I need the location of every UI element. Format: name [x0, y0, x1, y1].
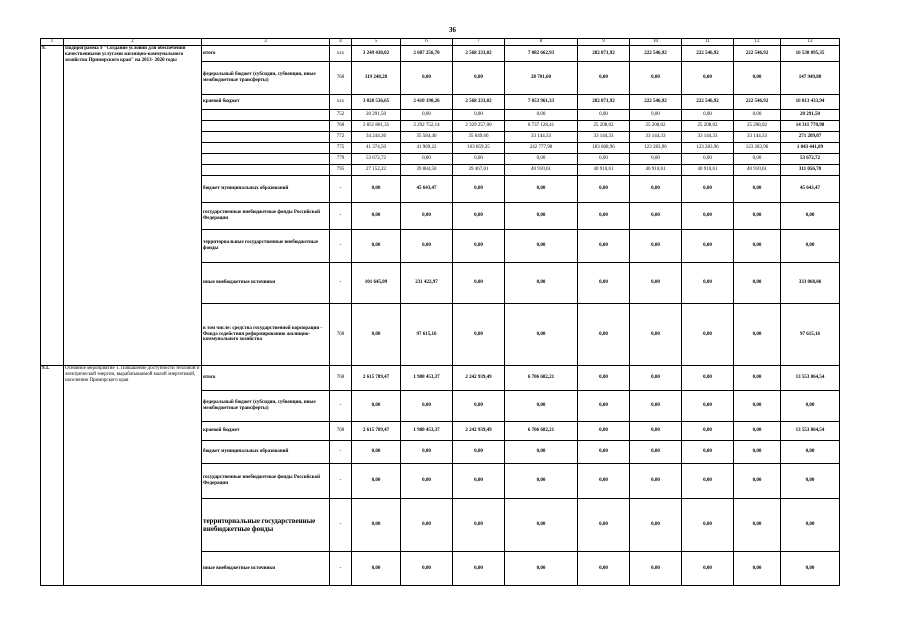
amount-cell: 2 615 789,47 [352, 366, 401, 391]
amount-cell: 0,00 [352, 176, 401, 203]
amount-cell: 0,00 [401, 464, 453, 499]
amount-cell: 163 859,35 [453, 143, 505, 154]
amount-cell: 0,00 [352, 499, 401, 552]
page-number: 36 [449, 26, 456, 34]
amount-cell: 0,00 [630, 154, 682, 165]
amount-cell: 0,00 [682, 441, 734, 464]
amount-cell: 119 248,28 [352, 62, 401, 95]
amount-cell: 35 649,66 [453, 132, 505, 143]
amount-cell: 0,00 [630, 203, 682, 230]
amount-cell: 0,00 [682, 62, 734, 95]
amount-cell: 0,00 [630, 464, 682, 499]
amount-cell: 53 672,72 [352, 154, 401, 165]
amount-cell: 0,00 [781, 464, 840, 499]
funding-source-label [202, 154, 330, 165]
amount-cell: 0,00 [734, 230, 781, 263]
amount-cell: 13 553 864,54 [781, 422, 840, 441]
amount-cell: 20 291,50 [781, 110, 840, 121]
column-number: 6 [401, 39, 453, 46]
budget-code: - [330, 176, 352, 203]
program-number: 9. [41, 46, 64, 366]
amount-cell: 0,00 [630, 263, 682, 304]
column-number: 4 [330, 39, 352, 46]
amount-cell: 25 208,02 [734, 121, 781, 132]
amount-cell: 0,00 [453, 499, 505, 552]
amount-cell: 0,00 [630, 110, 682, 121]
budget-code: 768 [330, 121, 352, 132]
amount-cell: 222 546,92 [630, 95, 682, 110]
amount-cell: 2 687 256,70 [401, 46, 453, 62]
amount-cell: 97 615,16 [781, 304, 840, 366]
amount-cell: 0,00 [630, 499, 682, 552]
amount-cell: 53 672,72 [781, 154, 840, 165]
amount-cell: 0,00 [734, 176, 781, 203]
budget-code: 768 [330, 304, 352, 366]
amount-cell: 0,00 [352, 230, 401, 263]
funding-source-label [202, 110, 330, 121]
amount-cell: 0,00 [453, 62, 505, 95]
amount-cell: 0,00 [578, 230, 630, 263]
funding-source-label [202, 143, 330, 154]
amount-cell: 33 144,33 [578, 132, 630, 143]
budget-code: - [330, 464, 352, 499]
amount-cell: 6 706 682,21 [505, 422, 578, 441]
amount-cell: 25 208,02 [630, 121, 682, 132]
amount-cell: 0,00 [630, 441, 682, 464]
amount-cell: 0,00 [453, 203, 505, 230]
amount-cell: 0,00 [453, 230, 505, 263]
amount-cell: 0,00 [682, 464, 734, 499]
amount-cell: 222 546,92 [734, 46, 781, 62]
amount-cell: 0,00 [401, 62, 453, 95]
amount-cell: 0,00 [505, 391, 578, 422]
amount-cell: 0,00 [630, 366, 682, 391]
amount-cell: 13 553 864,54 [781, 366, 840, 391]
amount-cell: 16 013 433,94 [781, 95, 840, 110]
amount-cell: 0,00 [578, 154, 630, 165]
program-row [41, 46, 840, 62]
amount-cell: 2 568 233,02 [453, 46, 505, 62]
amount-cell: 0,00 [734, 422, 781, 441]
amount-cell: 39 467,01 [453, 165, 505, 176]
amount-cell: 20 291,50 [352, 110, 401, 121]
amount-cell: 41 969,22 [401, 143, 453, 154]
event-title: Основное мероприятие 1. Повышение доступности тепловой и электрической энергии, вырабатываемой малой энергетикой, населению Приморского края [64, 366, 202, 586]
budget-code: 768 [330, 366, 352, 391]
amount-cell: 0,00 [578, 263, 630, 304]
amount-cell: 2 410 190,26 [401, 95, 453, 110]
amount-cell: 0,00 [578, 441, 630, 464]
amount-cell: 0,00 [734, 110, 781, 121]
amount-cell: 123 283,96 [734, 143, 781, 154]
amount-cell: 101 645,09 [352, 263, 401, 304]
amount-cell: 0,00 [401, 154, 453, 165]
column-number: 3 [202, 39, 330, 46]
amount-cell: 222 546,92 [734, 95, 781, 110]
funding-source-label: иные внебюджетные источники [202, 263, 330, 304]
amount-cell: 0,00 [682, 499, 734, 552]
amount-cell: 0,00 [578, 464, 630, 499]
budget-code: - [330, 499, 352, 552]
amount-cell: 0,00 [401, 230, 453, 263]
amount-cell: 0,00 [352, 304, 401, 366]
amount-cell: 0,00 [578, 552, 630, 586]
amount-cell: 0,00 [682, 230, 734, 263]
amount-cell: 0,00 [505, 464, 578, 499]
amount-cell: 40 910,61 [630, 165, 682, 176]
amount-cell: 2 851 801,35 [352, 121, 401, 132]
amount-cell: 34 244,36 [352, 132, 401, 143]
amount-cell: 14 311 770,98 [781, 121, 840, 132]
amount-cell: 0,00 [578, 304, 630, 366]
column-number: 12 [734, 39, 781, 46]
amount-cell: 222 546,92 [682, 46, 734, 62]
amount-cell: 0,00 [781, 230, 840, 263]
amount-cell: 2 615 789,47 [352, 422, 401, 441]
amount-cell: 35 584,40 [401, 132, 453, 143]
funding-source-label: федеральный бюджет (субсидии, субвенции, иные межбюджетные трансферты) [202, 391, 330, 422]
amount-cell: 2 242 939,49 [453, 366, 505, 391]
amount-cell: 311 056,78 [781, 165, 840, 176]
amount-cell: 0,00 [401, 110, 453, 121]
amount-cell: 0,00 [734, 154, 781, 165]
amount-cell: 0,00 [453, 110, 505, 121]
column-number: 11 [682, 39, 734, 46]
amount-cell: 282 871,92 [578, 95, 630, 110]
amount-cell: 0,00 [781, 441, 840, 464]
budget-code: 795 [330, 165, 352, 176]
amount-cell: 33 144,33 [734, 132, 781, 143]
amount-cell: 0,00 [630, 552, 682, 586]
column-number: 13 [781, 39, 840, 46]
amount-cell: 333 068,06 [781, 263, 840, 304]
amount-cell: 0,00 [630, 422, 682, 441]
funding-source-label: иные внебюджетные источники [202, 552, 330, 586]
funding-source-label: территориальные государственные внебюджетные фонды [202, 499, 330, 552]
amount-cell: 0,00 [505, 203, 578, 230]
amount-cell: 0,00 [630, 230, 682, 263]
event-number: 9.1. [41, 366, 64, 586]
amount-cell: 39 884,50 [401, 165, 453, 176]
amount-cell: 0,00 [682, 552, 734, 586]
amount-cell: 33 144,33 [505, 132, 578, 143]
amount-cell: 0,00 [401, 552, 453, 586]
funding-source-label: территориальные государственные внебюджетные фонды [202, 230, 330, 263]
funding-source-label: краевой бюджет [202, 422, 330, 441]
amount-cell: 0,00 [578, 422, 630, 441]
amount-cell: 0,00 [682, 422, 734, 441]
amount-cell: 123 283,96 [630, 143, 682, 154]
amount-cell: 0,00 [630, 391, 682, 422]
amount-cell: 0,00 [781, 552, 840, 586]
amount-cell: 0,00 [734, 203, 781, 230]
amount-cell: 25 208,02 [578, 121, 630, 132]
column-number: 10 [630, 39, 682, 46]
budget-code: 779 [330, 154, 352, 165]
amount-cell: 97 615,16 [401, 304, 453, 366]
amount-cell: 0,00 [453, 263, 505, 304]
amount-cell: 0,00 [505, 499, 578, 552]
amount-cell: 33 144,33 [682, 132, 734, 143]
amount-cell: 0,00 [505, 230, 578, 263]
amount-cell: 0,00 [682, 366, 734, 391]
column-number-row [41, 39, 840, 46]
budget-code: ххх [330, 95, 352, 110]
amount-cell: 0,00 [453, 154, 505, 165]
column-number: 8 [505, 39, 578, 46]
amount-cell: 0,00 [352, 391, 401, 422]
amount-cell: 33 144,33 [630, 132, 682, 143]
amount-cell: 0,00 [505, 552, 578, 586]
amount-cell: 40 910,61 [578, 165, 630, 176]
amount-cell: 183 608,96 [578, 143, 630, 154]
column-number: 1 [41, 39, 64, 46]
amount-cell: 28 701,60 [505, 62, 578, 95]
amount-cell: 271 209,07 [781, 132, 840, 143]
amount-cell: 0,00 [734, 552, 781, 586]
budget-code: - [330, 203, 352, 230]
column-number: 9 [578, 39, 630, 46]
amount-cell: 222 546,92 [682, 95, 734, 110]
funding-source-label: федеральный бюджет (субсидии, субвенции, иные межбюджетные трансферты) [202, 62, 330, 95]
budget-code: - [330, 391, 352, 422]
amount-cell: 45 643,47 [401, 176, 453, 203]
amount-cell: 0,00 [453, 464, 505, 499]
amount-cell: 0,00 [578, 110, 630, 121]
amount-cell: 0,00 [352, 464, 401, 499]
budget-code: - [330, 230, 352, 263]
column-number: 2 [64, 39, 202, 46]
funding-source-label: краевой бюджет [202, 95, 330, 110]
amount-cell: 2 242 939,49 [453, 422, 505, 441]
amount-cell: 282 871,92 [578, 46, 630, 62]
funding-source-label [202, 165, 330, 176]
amount-cell: 0,00 [734, 263, 781, 304]
funding-source-label: итого [202, 366, 330, 391]
amount-cell: 242 777,98 [505, 143, 578, 154]
funding-source-label: бюджет муниципальных образований [202, 176, 330, 203]
amount-cell: 3 249 430,02 [352, 46, 401, 62]
amount-cell: 2 292 752,14 [401, 121, 453, 132]
amount-cell: 0,00 [781, 499, 840, 552]
amount-cell: 0,00 [401, 499, 453, 552]
amount-cell: 0,00 [505, 154, 578, 165]
funding-source-label: бюджет муниципальных образований [202, 441, 330, 464]
column-number: 7 [453, 39, 505, 46]
amount-cell: 0,00 [401, 441, 453, 464]
budget-code: - [330, 263, 352, 304]
amount-cell: 16 538 095,35 [781, 46, 840, 62]
amount-cell: 40 910,61 [682, 165, 734, 176]
amount-cell: 0,00 [578, 203, 630, 230]
amount-cell: 27 152,22 [352, 165, 401, 176]
amount-cell: 0,00 [352, 203, 401, 230]
amount-cell: 0,00 [578, 366, 630, 391]
amount-cell: 0,00 [578, 176, 630, 203]
amount-cell: 0,00 [734, 391, 781, 422]
budget-code: - [330, 552, 352, 586]
amount-cell: 0,00 [352, 441, 401, 464]
amount-cell: 1 043 441,89 [781, 143, 840, 154]
amount-cell: 0,00 [453, 176, 505, 203]
amount-cell: 3 028 536,65 [352, 95, 401, 110]
amount-cell: 0,00 [505, 304, 578, 366]
amount-cell: 0,00 [505, 263, 578, 304]
amount-cell: 0,00 [453, 391, 505, 422]
amount-cell: 6 706 682,21 [505, 366, 578, 391]
funding-source-label [202, 121, 330, 132]
amount-cell: 0,00 [578, 62, 630, 95]
budget-code: 772 [330, 132, 352, 143]
amount-cell: 40 910,61 [505, 165, 578, 176]
budget-code: 752 [330, 110, 352, 121]
amount-cell: 0,00 [453, 441, 505, 464]
amount-cell: 0,00 [453, 552, 505, 586]
amount-cell: 123 283,96 [682, 143, 734, 154]
funding-source-label: в том числе: средства государственной корпорации - Фонда содействия реформированию жилищно-коммунального хозяйства [202, 304, 330, 366]
amount-cell: 41 374,50 [352, 143, 401, 154]
funding-source-label: государственные внебюджетные фонды Российской Федерации [202, 203, 330, 230]
funding-source-label [202, 132, 330, 143]
amount-cell: 0,00 [682, 203, 734, 230]
amount-cell: 0,00 [630, 176, 682, 203]
amount-cell: 0,00 [453, 304, 505, 366]
amount-cell: 40 910,61 [734, 165, 781, 176]
amount-cell: 0,00 [781, 203, 840, 230]
funding-source-label: итого [202, 46, 330, 62]
amount-cell: 0,00 [682, 154, 734, 165]
amount-cell: 7 053 961,33 [505, 95, 578, 110]
amount-cell: 2 329 257,00 [453, 121, 505, 132]
amount-cell: 0,00 [401, 391, 453, 422]
budget-code: - [330, 441, 352, 464]
amount-cell: 0,00 [352, 552, 401, 586]
amount-cell: 0,00 [630, 62, 682, 95]
amount-cell: 231 422,97 [401, 263, 453, 304]
budget-code: 768 [330, 422, 352, 441]
budget-table [40, 38, 840, 586]
amount-cell: 0,00 [578, 499, 630, 552]
amount-cell: 0,00 [734, 441, 781, 464]
amount-cell: 1 988 453,37 [401, 422, 453, 441]
amount-cell: 0,00 [781, 391, 840, 422]
amount-cell: 0,00 [734, 62, 781, 95]
amount-cell: 0,00 [682, 391, 734, 422]
amount-cell: 0,00 [734, 366, 781, 391]
amount-cell: 0,00 [682, 263, 734, 304]
amount-cell: 2 568 233,02 [453, 95, 505, 110]
amount-cell: 25 208,02 [682, 121, 734, 132]
budget-code: 768 [330, 62, 352, 95]
amount-cell: 0,00 [734, 499, 781, 552]
event-row [41, 366, 840, 391]
budget-code: 775 [330, 143, 352, 154]
program-title: Подпрограмма 9 "Создание условий для обеспечения качественными услугами жилищно-коммунального хозяйства Приморского края" на 2013- 2020 годы [64, 46, 202, 366]
amount-cell: 222 546,92 [630, 46, 682, 62]
amount-cell: 6 737 128,41 [505, 121, 578, 132]
amount-cell: 0,00 [630, 304, 682, 366]
amount-cell: 0,00 [682, 110, 734, 121]
amount-cell: 0,00 [505, 176, 578, 203]
amount-cell: 0,00 [682, 304, 734, 366]
amount-cell: 0,00 [578, 391, 630, 422]
amount-cell: 1 988 453,37 [401, 366, 453, 391]
amount-cell: 45 643,47 [781, 176, 840, 203]
amount-cell: 147 949,88 [781, 62, 840, 95]
amount-cell: 0,00 [682, 176, 734, 203]
budget-code: ххх [330, 46, 352, 62]
amount-cell: 0,00 [505, 110, 578, 121]
column-number: 5 [352, 39, 401, 46]
amount-cell: 0,00 [401, 203, 453, 230]
funding-source-label: государственные внебюджетные фонды Российской Федерации [202, 464, 330, 499]
amount-cell: 7 082 662,93 [505, 46, 578, 62]
amount-cell: 0,00 [734, 464, 781, 499]
amount-cell: 0,00 [505, 441, 578, 464]
amount-cell: 0,00 [734, 304, 781, 366]
